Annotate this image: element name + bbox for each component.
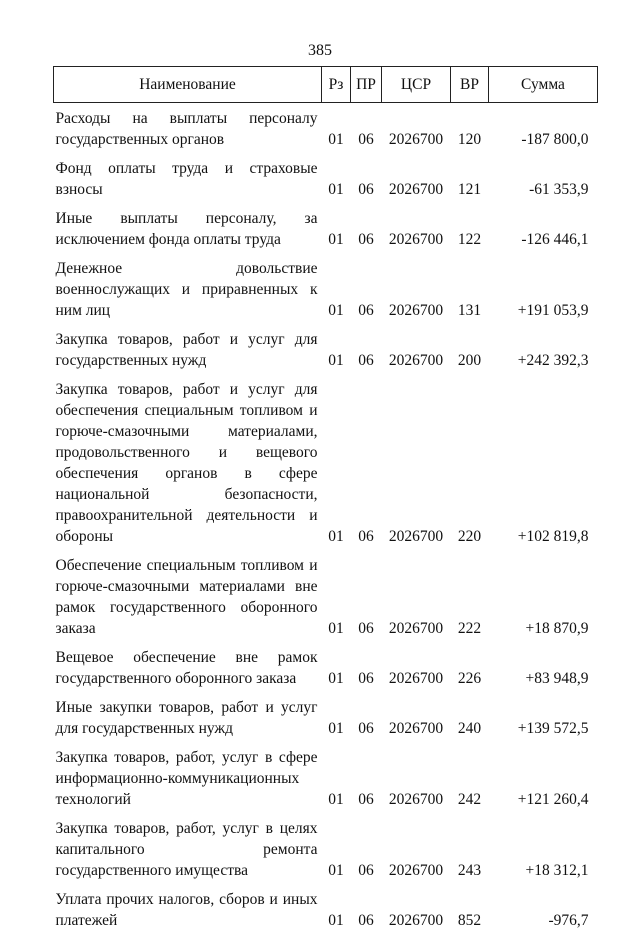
cell-csr: 2026700 (382, 250, 451, 321)
cell-vr: 222 (451, 547, 489, 639)
cell-name: Вещевое обеспечение вне рамок государственного оборонного заказа (54, 639, 322, 689)
cell-csr: 2026700 (382, 371, 451, 547)
cell-pr: 06 (351, 250, 382, 321)
cell-rz: 01 (322, 103, 351, 151)
cell-sum: -187 800,0 (489, 103, 598, 151)
cell-rz: 01 (322, 150, 351, 200)
header-csr: ЦСР (382, 67, 451, 103)
cell-pr: 06 (351, 547, 382, 639)
cell-vr: 226 (451, 639, 489, 689)
table-row (54, 103, 598, 151)
header-vr: ВР (451, 67, 489, 103)
cell-sum: +242 392,3 (489, 321, 598, 371)
cell-rz: 01 (322, 810, 351, 881)
cell-vr: 131 (451, 250, 489, 321)
header-pr: ПР (351, 67, 382, 103)
table-row (54, 321, 598, 371)
cell-pr: 06 (351, 881, 382, 931)
cell-sum: +102 819,8 (489, 371, 598, 547)
table-row (54, 200, 598, 250)
header-sum: Сумма (489, 67, 598, 103)
cell-name: Закупка товаров, работ и услуг для обеспечения специальным топливом и горюче-смазочными материалами, продовольственного и вещевого обеспечения органов в сфере национальной безопасности, правоохранительной деятельности и обороны (54, 371, 322, 547)
table-row (54, 810, 598, 881)
cell-sum: +18 870,9 (489, 547, 598, 639)
cell-csr: 2026700 (382, 547, 451, 639)
cell-rz: 01 (322, 321, 351, 371)
cell-pr: 06 (351, 150, 382, 200)
cell-rz: 01 (322, 547, 351, 639)
table-row (54, 371, 598, 547)
table-row (54, 689, 598, 739)
cell-csr: 2026700 (382, 639, 451, 689)
cell-name: Закупка товаров, работ, услуг в сфере информационно-коммуникационных технологий (54, 739, 322, 810)
cell-csr: 2026700 (382, 881, 451, 931)
cell-sum: -61 353,9 (489, 150, 598, 200)
cell-pr: 06 (351, 321, 382, 371)
cell-sum: +139 572,5 (489, 689, 598, 739)
cell-name: Иные закупки товаров, работ и услуг для государственных нужд (54, 689, 322, 739)
cell-rz: 01 (322, 250, 351, 321)
cell-vr: 242 (451, 739, 489, 810)
cell-csr: 2026700 (382, 739, 451, 810)
table-row (54, 547, 598, 639)
table-row (54, 881, 598, 931)
cell-name: Уплата прочих налогов, сборов и иных платежей (54, 881, 322, 931)
header-rz: Рз (322, 67, 351, 103)
cell-pr: 06 (351, 810, 382, 881)
cell-sum: +83 948,9 (489, 639, 598, 689)
cell-csr: 2026700 (382, 689, 451, 739)
cell-name: Закупка товаров, работ, услуг в целях капитального ремонта государственного имущества (54, 810, 322, 881)
cell-name: Обеспечение специальным топливом и горюче-смазочными материалами вне рамок государственного оборонного заказа (54, 547, 322, 639)
cell-name: Иные выплаты персоналу, за исключением фонда оплаты труда (54, 200, 322, 250)
cell-pr: 06 (351, 371, 382, 547)
cell-sum: +191 053,9 (489, 250, 598, 321)
budget-table (53, 66, 598, 931)
cell-csr: 2026700 (382, 200, 451, 250)
cell-csr: 2026700 (382, 150, 451, 200)
budget-table-container (53, 66, 597, 931)
cell-csr: 2026700 (382, 103, 451, 151)
cell-vr: 200 (451, 321, 489, 371)
table-row (54, 639, 598, 689)
cell-pr: 06 (351, 689, 382, 739)
cell-sum: +121 260,4 (489, 739, 598, 810)
table-row (54, 150, 598, 200)
cell-rz: 01 (322, 739, 351, 810)
header-name: Наименование (54, 67, 322, 103)
page-number: 385 (0, 42, 640, 60)
cell-name: Денежное довольствие военнослужащих и приравненных к ним лиц (54, 250, 322, 321)
cell-sum: +18 312,1 (489, 810, 598, 881)
cell-name: Расходы на выплаты персоналу государственных органов (54, 103, 322, 151)
cell-vr: 240 (451, 689, 489, 739)
cell-pr: 06 (351, 200, 382, 250)
cell-rz: 01 (322, 689, 351, 739)
cell-pr: 06 (351, 103, 382, 151)
cell-name: Закупка товаров, работ и услуг для государственных нужд (54, 321, 322, 371)
cell-rz: 01 (322, 200, 351, 250)
cell-vr: 122 (451, 200, 489, 250)
cell-vr: 121 (451, 150, 489, 200)
cell-csr: 2026700 (382, 810, 451, 881)
cell-rz: 01 (322, 371, 351, 547)
cell-rz: 01 (322, 881, 351, 931)
cell-sum: -976,7 (489, 881, 598, 931)
cell-rz: 01 (322, 639, 351, 689)
table-header (54, 67, 598, 103)
cell-pr: 06 (351, 639, 382, 689)
cell-vr: 243 (451, 810, 489, 881)
cell-name: Фонд оплаты труда и страховые взносы (54, 150, 322, 200)
cell-vr: 120 (451, 103, 489, 151)
cell-pr: 06 (351, 739, 382, 810)
table-body (54, 103, 598, 931)
cell-vr: 852 (451, 881, 489, 931)
cell-csr: 2026700 (382, 321, 451, 371)
header-row (54, 67, 598, 103)
table-row (54, 739, 598, 810)
cell-sum: -126 446,1 (489, 200, 598, 250)
table-row (54, 250, 598, 321)
cell-vr: 220 (451, 371, 489, 547)
